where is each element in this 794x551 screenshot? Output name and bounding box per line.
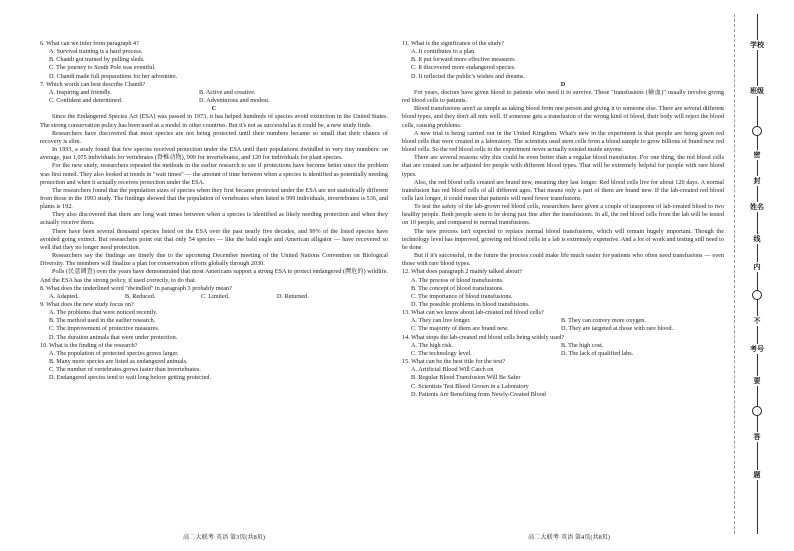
passage-d-para-7: The new process isn't expected to replace normal blood transfusions, which will remain hugely important. Though the technology level has improved, growing red blood cells in a lab is extremely expensive. And a lot of work and testing still need to be done. bbox=[402, 227, 724, 251]
binding-seal-char-8: 题 bbox=[750, 470, 764, 480]
passage-d-para-4: There are several reasons why this could be even better than a regular blood transfusion. For one thing, the red blood cells that are created can be adjusted for people with different blood types. That will be extremely helpful for people with rare blood types. bbox=[402, 154, 724, 178]
q14-options-row1 bbox=[402, 342, 724, 350]
binding-seal-char-2: 封 bbox=[750, 176, 764, 186]
q9-stem: 9. What does the new study focus on? bbox=[40, 301, 134, 308]
q10-option-d[interactable]: D. Endangered species tend to wait long before getting protected. bbox=[49, 374, 212, 382]
footer-page-4: 高二大联考·英语 第4页(共8页) bbox=[528, 534, 610, 541]
binding-school-label: 学校 bbox=[750, 41, 764, 49]
binding-exam-no-label: 考号 bbox=[750, 345, 764, 353]
q7-option-c[interactable]: C. Confident and determined. bbox=[49, 97, 123, 105]
passage-c-para-9: Polls (民意调查) over the years have demonstrated that most Americans support a strong ESA to protect endangered (濒危的) wildlife. And the ESA has the strong policy, if used correctly, to do that. bbox=[40, 268, 388, 284]
passage-c-para-6: They also discovered that there are long wait times between when a species is identified as likely needing protection and when they actually receive them. bbox=[40, 211, 388, 227]
q14-stem: 14. What stops the lab-created red blood cells being widely used? bbox=[402, 333, 565, 341]
q13-option-b[interactable]: B. They can convey more oxygen. bbox=[561, 317, 646, 325]
q7-option-d[interactable]: D. Adventurous and modest. bbox=[199, 97, 270, 105]
q14-option-b[interactable]: B. The high cost. bbox=[561, 341, 604, 349]
binding-seal-char-6: 要 bbox=[750, 376, 764, 386]
q7-options-row2 bbox=[40, 97, 388, 105]
q15-option-b[interactable]: B. Regular Blood Transfusion Will Be Safer bbox=[411, 374, 521, 382]
q10-option-b[interactable]: B. Many more species are listed as endangered animals. bbox=[49, 358, 188, 366]
q6-option-b[interactable]: B. Chandi got trained by pulling sleds. bbox=[49, 56, 145, 64]
q15-option-a[interactable]: A. Artificial Blood Will Catch on bbox=[411, 366, 494, 374]
passage-d-para-1: For years, doctors have given blood to patients who need it to survive. These "transfusions (输血)" usually involve giving red blood cells to patients. bbox=[402, 88, 724, 105]
passage-d-para-3: A new trial is being carried out in the United Kingdom. What's new in the experiment is that people are being given red blood cells that were created in a laboratory. The scientists used stem cells from a blood sample to grow billions of brand new red blood cells. So the red blood cells in the experiment never actually existed inside anyone. bbox=[402, 129, 724, 154]
passage-c-para-2: Researchers have discovered that most species are not being protected until their numbers became so small that their chance of recovery is slim. bbox=[40, 129, 388, 145]
binding-seal-char-4: 内 bbox=[750, 262, 764, 272]
q11-option-c[interactable]: C. It discovered more endangered species. bbox=[411, 64, 516, 72]
q14-option-c[interactable]: C. The technology level. bbox=[411, 349, 472, 357]
q7-option-b[interactable]: B. Active and creative. bbox=[199, 88, 256, 96]
q12-option-d[interactable]: D. The possible problems in blood transfusions. bbox=[411, 301, 530, 308]
q6-stem: 6. What can we infer from paragraph 4? bbox=[40, 40, 139, 47]
q8-option-a[interactable]: A. Adapted. bbox=[49, 292, 79, 300]
q13-option-d[interactable]: D. They are targeted at those with rare blood. bbox=[561, 325, 674, 333]
q11-option-b[interactable]: B. It put forward more effective measures. bbox=[411, 56, 517, 64]
passage-c-para-7: There have been several thousand species listed on the ESA over the past nearly five decades, and 99% of the listed species have avoided going extinct. But researchers point out that only 54 species — like the bald eagle and American alligator — have recovered so well that they no longer need protection. bbox=[40, 227, 388, 251]
q8-option-c[interactable]: C. Limited. bbox=[201, 292, 230, 300]
q9-option-a[interactable]: A. The problems that were noticed recently. bbox=[49, 309, 158, 317]
q8-option-b[interactable]: B. Reduced. bbox=[125, 292, 156, 300]
binding-seal-char-3: 线 bbox=[750, 234, 764, 244]
q13-option-c[interactable]: C. The majority of them are brand new. bbox=[411, 325, 509, 333]
binding-dashed-line bbox=[734, 14, 735, 534]
q13-options-row2 bbox=[402, 325, 724, 333]
q14-option-a[interactable]: A. The high risk. bbox=[411, 341, 453, 349]
passage-d-para-5: Also, the red blood cells created are brand new, meaning they last longer. Red blood cells live for about 120 days. A normal transfusion has red blood cells of all different ages. That means only a part of them are brand new. If the lab-created red blood cells last longer, it could mean that patients will need fewer transfusions. bbox=[402, 178, 724, 202]
q10-option-a[interactable]: A. The population of protected species grows larger. bbox=[49, 349, 179, 357]
footer-page-3: 高二大联考·英语 第3页(共8页) bbox=[183, 534, 265, 541]
passage-d-para-8: But if it's successful, in the future the process could make life much easier for patients who often need transfusions — even those with rare blood types. bbox=[402, 252, 724, 268]
passage-c-para-4: For the new study, researchers repeated the methods in the earlier research to see if protections have become better since the problem was first noted. They also looked at trends in "wait times" — the amount of time between when a species is identified as potentially needing protection and when it actually receives protection under the ESA. bbox=[40, 162, 388, 186]
q10-option-c[interactable]: C. The number of vertebrates grows faster than invertebrates. bbox=[49, 366, 201, 374]
binding-hole-icon bbox=[752, 126, 762, 136]
q7-options-row1 bbox=[40, 89, 388, 97]
q15-stem: 15. What can be the best title for the text? bbox=[402, 358, 506, 366]
binding-hole-icon bbox=[752, 290, 762, 300]
q8-options bbox=[40, 293, 388, 301]
passage-c-para-8: Researchers say the findings are timely due to the upcoming December meeting of the United Nations Convention on Biological Diversity. The members will finalize a plan for conservation efforts globally through 2030. bbox=[40, 252, 388, 268]
q15-option-d[interactable]: D. Patients Are Benefiting from Newly-Created Blood bbox=[411, 390, 546, 398]
left-page bbox=[40, 40, 388, 383]
q13-option-a[interactable]: A. They can live longer. bbox=[411, 317, 471, 325]
binding-seal-char-7: 答 bbox=[750, 432, 764, 442]
q14-options-row2 bbox=[402, 350, 724, 358]
q15-option-c[interactable]: C. Scientists Test Blood Grown in a Laboratory bbox=[411, 382, 529, 390]
q13-options-row1 bbox=[402, 317, 724, 325]
q9-option-b[interactable]: B. The method used in the earlier research. bbox=[49, 317, 156, 325]
passage-c-para-3: In 1993, a study found that few species received protection under the ESA until their populations dwindled to very tiny numbers: on average, just 1,075 individuals for vertebrates (脊椎动物), 999 for invertebrates, and 120 for individuals for plant species. bbox=[40, 146, 388, 162]
q11-option-a[interactable]: A. It contributes to a plan. bbox=[411, 48, 476, 56]
binding-hole-icon bbox=[752, 406, 762, 416]
q7-option-a[interactable]: A. Inspiring and friendly. bbox=[49, 88, 112, 96]
q6-option-a[interactable]: A. Survival training is a hard process. bbox=[49, 48, 143, 56]
q12-option-b[interactable]: B. The concept of blood transfusions. bbox=[411, 284, 504, 292]
q11-stem: 11. What is the significance of the study? bbox=[402, 40, 505, 47]
passage-c-para-5: The researchers found that the population sizes of species when they first became protected under the ESA are not statistically different from those in the 1993 study. The findings showed that the population of vertebrates when listed is 999 individuals, invertebrates is 536, and plants is 192. bbox=[40, 186, 388, 211]
right-page bbox=[402, 40, 724, 399]
q12-stem: 12. What does paragraph 2 mainly talked about? bbox=[402, 268, 522, 276]
passage-d-para-2: Blood transfusions aren't as simple as taking blood from one person and giving it to someone else. There are several different blood types, and they don't all mix well. If someone gets a transfusion of the wrong kind of blood, their body will reject the blood cells, causing problems. bbox=[402, 105, 725, 129]
q13-stem: 13. What can we know about lab-created red blood cells? bbox=[402, 309, 544, 317]
section-d-heading: D bbox=[560, 80, 566, 88]
section-c-heading: C bbox=[211, 105, 217, 113]
q9-option-c[interactable]: C. The improvement of protective measures. bbox=[49, 325, 160, 333]
q14-option-d[interactable]: D. The lack of qualified labs. bbox=[561, 349, 634, 357]
passage-d-para-6: To test the safety of the lab-grown red blood cells, researchers have given a couple of teaspoons of lab-created blood to two healthy people. Both people seem to be doing just fine after the transfusions. In all, the red blood cells from the lab will be tested on 10 people, and compared to normal transfusions. bbox=[402, 203, 724, 227]
passage-c-para-1: Since the Endangered Species Act (ESA) was passed in 1973, it has helped hundreds of species avoid extinction in the United States. The strong conservation policy has been used as a model in other countries. But it's not as successful as it could be, a new study finds. bbox=[40, 113, 388, 129]
q7-stem: 7. Which words can best describe Chandi? bbox=[40, 80, 146, 88]
binding-seal-char-1: 密 bbox=[750, 150, 764, 160]
q10-stem: 10. What is the finding of the research? bbox=[40, 341, 138, 349]
binding-seal-char-5: 不 bbox=[750, 316, 764, 326]
q12-option-a[interactable]: A. The process of blood transfusions. bbox=[411, 276, 504, 284]
q9-option-d[interactable]: D. The duration animals that were under protection. bbox=[49, 333, 178, 341]
q8-option-d[interactable]: D. Returned. bbox=[277, 292, 309, 300]
q8-stem: 8. What does the underlined word "dwindled" in paragraph 3 probably mean? bbox=[40, 284, 232, 292]
q11-option-d[interactable]: D. It reflected the public's wishes and dreams. bbox=[411, 72, 526, 80]
q12-option-c[interactable]: C. The importance of blood transfusions. bbox=[411, 292, 513, 300]
q6-option-d[interactable]: D. Chandi made full preparations for her adventure. bbox=[49, 72, 178, 80]
q6-option-c[interactable]: C. The journey to South Pole was eventful. bbox=[49, 64, 156, 72]
binding-class-label: 班级 bbox=[750, 87, 764, 95]
binding-name-label: 姓名 bbox=[750, 203, 764, 211]
